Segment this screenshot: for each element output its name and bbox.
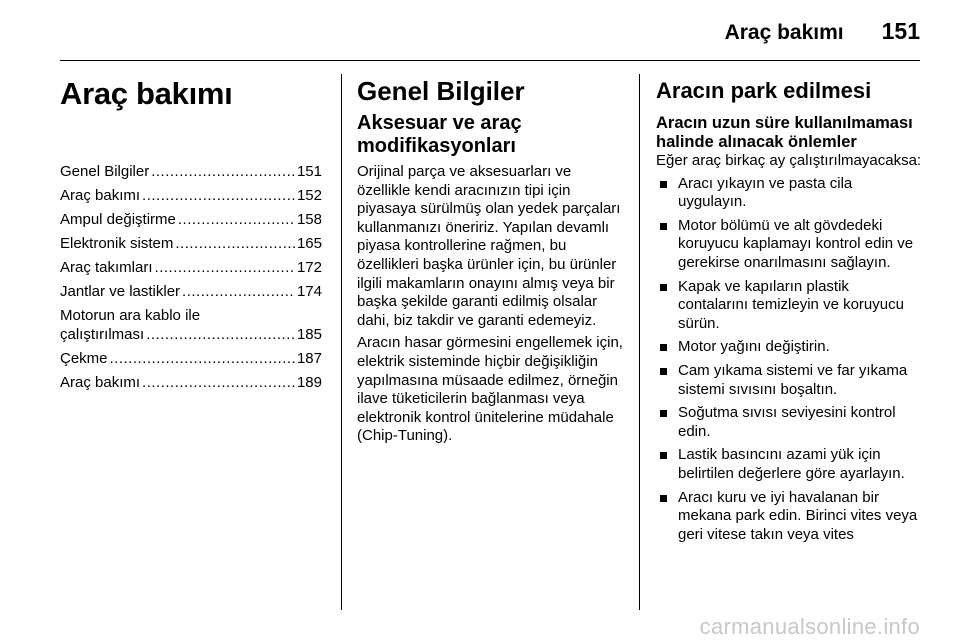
running-header-title: Araç bakımı — [724, 21, 844, 44]
toc-leader — [178, 210, 295, 229]
column-divider — [639, 74, 640, 610]
toc-entry-page: 158 — [296, 211, 322, 228]
bullet-square-icon — [660, 368, 667, 375]
list-item: Cam yıkama sistemi ve far yıkama sistemi sıvısını boşaltın. — [656, 362, 922, 399]
toc-entry[interactable] — [60, 373, 322, 392]
bullet-square-icon — [660, 410, 667, 417]
list-item: Kapak ve kapıların plastik contalarını temizleyin ve koruyucu sürün. — [656, 278, 922, 334]
toc-entry[interactable] — [60, 349, 322, 368]
toc-entry-page: 172 — [296, 259, 322, 276]
bullet-square-icon — [660, 284, 667, 291]
toc-entry-title: Araç bakımı — [60, 374, 141, 391]
toc-entry[interactable] — [60, 282, 322, 301]
toc-leader — [146, 325, 295, 344]
list-item: Aracı kuru ve iyi havalanan bir mekana park edin. Birinci vites veya geri vitese takın veya vites — [656, 489, 922, 545]
toc-entry[interactable] — [60, 234, 322, 253]
toc-leader — [175, 234, 295, 253]
toc-leader — [182, 282, 295, 301]
toc-entry-title: Genel Bilgiler — [60, 163, 150, 180]
toc-entry-page: 187 — [296, 350, 322, 367]
list-item: Aracı yıkayın ve pasta cila uygulayın. — [656, 175, 922, 212]
general-info-column — [357, 76, 625, 450]
toc-entry-title-line1: Motorun ara kablo ile — [60, 307, 201, 324]
page-number: 151 — [881, 18, 920, 44]
list-item: Lastik basıncını azami yük için belirtilen değerlere göre ayarlayın. — [656, 446, 922, 483]
list-item: Soğutma sıvısı seviyesini kontrol edin. — [656, 404, 922, 441]
bullet-square-icon — [660, 344, 667, 351]
bullet-list — [656, 175, 922, 545]
bullet-square-icon — [660, 452, 667, 459]
toc-entry-title: Araç bakımı — [60, 187, 141, 204]
body-paragraph: Aracın hasar görmesini engellemek için, elektrik sisteminde hiçbir değişikliğin yapılmasına müsaade edilmez, örneğin ilave tüketicilerin bağlanması veya elektronik kontrol ünitelerine müdahale (Chip-Tuning). — [357, 334, 623, 445]
toc-entry-page: 151 — [296, 163, 322, 180]
toc-entry-title: Araç takımları — [60, 259, 153, 276]
toc-entry[interactable] — [60, 162, 322, 181]
toc-entry[interactable] — [60, 186, 322, 205]
watermark: carmanualsonline.info — [699, 614, 920, 639]
toc-entry-title: Elektronik sistem — [60, 235, 174, 252]
body-paragraph: Orijinal parça ve aksesuarları ve özellikle kendi aracınızın tipi için piyasaya sürülmüş olan yedek parçaları kullanmanızı öneririz. Yapılan devamlı piyasa kontrollerine rağmen, bu özellikleri başka ürünler için, bu ürünler ilgili makamların onayını almış veya bir başka şekilde garanti edilmiş olsalar dahi, biz takdir ve garanti edemeyiz. — [357, 163, 621, 329]
toc-entry-page: 152 — [296, 187, 322, 204]
toc-entry[interactable] — [60, 258, 322, 277]
toc-entry-title: Jantlar ve lastikler — [60, 283, 181, 300]
list-item: Motor bölümü ve alt gövdedeki koruyucu kaplamayı kontrol edin ve gerekirse onarılmasını sağlayın. — [656, 217, 922, 273]
bullet-square-icon — [660, 495, 667, 502]
toc-entry-page: 185 — [296, 326, 322, 343]
running-header — [40, 18, 920, 50]
parking-column — [656, 76, 922, 549]
toc-entry-title: Ampul değiştirme — [60, 211, 176, 228]
toc-leader — [110, 349, 295, 368]
toc-entry-page: 165 — [296, 235, 322, 252]
toc-entry-page: 189 — [296, 374, 322, 391]
section-title: Aracın park edilmesi — [656, 78, 872, 103]
toc-leader — [142, 373, 295, 392]
toc-leader — [142, 186, 295, 205]
bullet-square-icon — [660, 223, 667, 230]
header-rule — [60, 60, 920, 61]
toc-entry[interactable] — [60, 306, 322, 344]
toc-entry[interactable] — [60, 210, 322, 229]
toc-entry-page: 174 — [296, 283, 322, 300]
chapter-title: Araç bakımı — [60, 76, 233, 111]
list-item: Motor yağını değiştirin. — [656, 338, 922, 357]
toc-leader — [155, 258, 295, 277]
subsection-title: Aracın uzun süre kullanılmaması halinde alınacak önlemler — [656, 114, 913, 151]
toc-entry-title: Çekme — [60, 350, 108, 367]
toc-entry-title-line2: çalıştırılması — [60, 326, 145, 343]
section-title: Genel Bilgiler — [357, 76, 525, 106]
column-divider — [341, 74, 342, 610]
subsection-title: Aksesuar ve araç modifikasyonları — [357, 112, 522, 157]
bullet-square-icon — [660, 181, 667, 188]
toc-column — [60, 76, 322, 397]
intro-paragraph: Eğer araç birkaç ay çalıştırılmayacaksa: — [656, 152, 922, 169]
toc-leader — [151, 162, 295, 181]
